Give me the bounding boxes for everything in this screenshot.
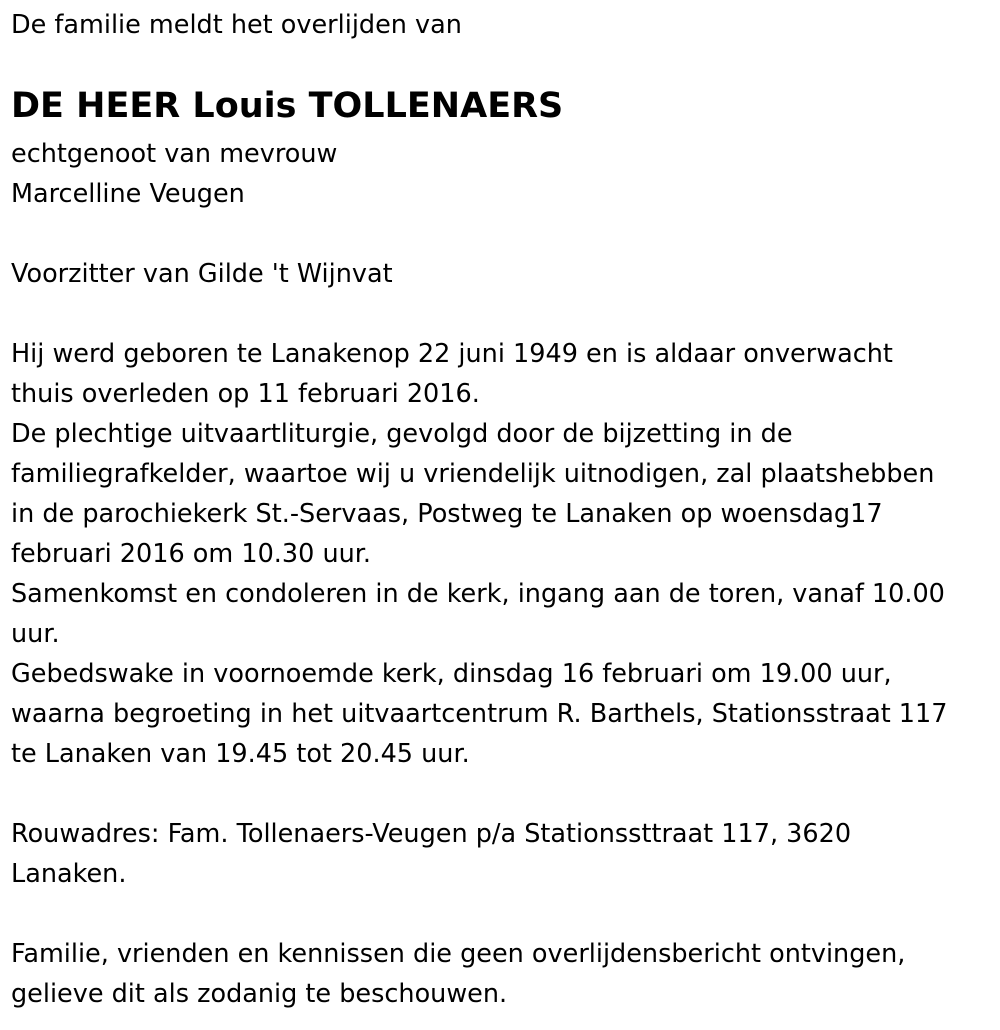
closing-line: Familie, vrienden en kennissen die geen overlijdensbericht ontvingen, [11,939,906,969]
role-text: Voorzitter van Gilde 't Wijnvat [11,259,393,289]
spouse-line: Marcelline Veugen [11,179,245,209]
address-line: Rouwadres: Fam. Tollenaers-Veugen p/a Stationssttraat 117, 3620 [11,819,852,849]
details-line: thuis overleden op 11 februari 2016. [11,379,480,409]
details-block [11,334,947,774]
deceased-name: DE HEER Louis TOLLENAERS [11,86,564,126]
role-block [11,254,393,294]
closing-line: gelieve dit als zodanig te beschouwen. [11,979,508,1009]
details-line: uur. [11,619,60,649]
details-line: familiegrafkelder, waartoe wij u vriendelijk uitnodigen, zal plaatshebben [11,459,935,489]
details-line: Gebedswake in voornoemde kerk, dinsdag 16 februari om 19.00 uur, [11,659,892,689]
details-line: waarna begroeting in het uitvaartcentrum R. Barthels, Stationsstraat 117 [11,699,948,729]
address-block [11,814,851,894]
details-line: Hij werd geboren te Lanakenop 22 juni 1949 en is aldaar onverwacht [11,339,893,369]
intro-text: De familie meldt het overlijden van [11,10,462,40]
details-line: in de parochiekerk St.-Servaas, Postweg te Lanaken op woensdag17 [11,499,883,529]
details-line: De plechtige uitvaartliturgie, gevolgd door de bijzetting in de [11,419,793,449]
closing-block [11,934,905,1014]
spouse-block [11,134,337,214]
details-line: Samenkomst en condoleren in de kerk, ingang aan de toren, vanaf 10.00 [11,579,945,609]
details-line: te Lanaken van 19.45 tot 20.45 uur. [11,739,470,769]
address-line: Lanaken. [11,859,127,889]
details-line: februari 2016 om 10.30 uur. [11,539,372,569]
spouse-line: echtgenoot van mevrouw [11,139,338,169]
